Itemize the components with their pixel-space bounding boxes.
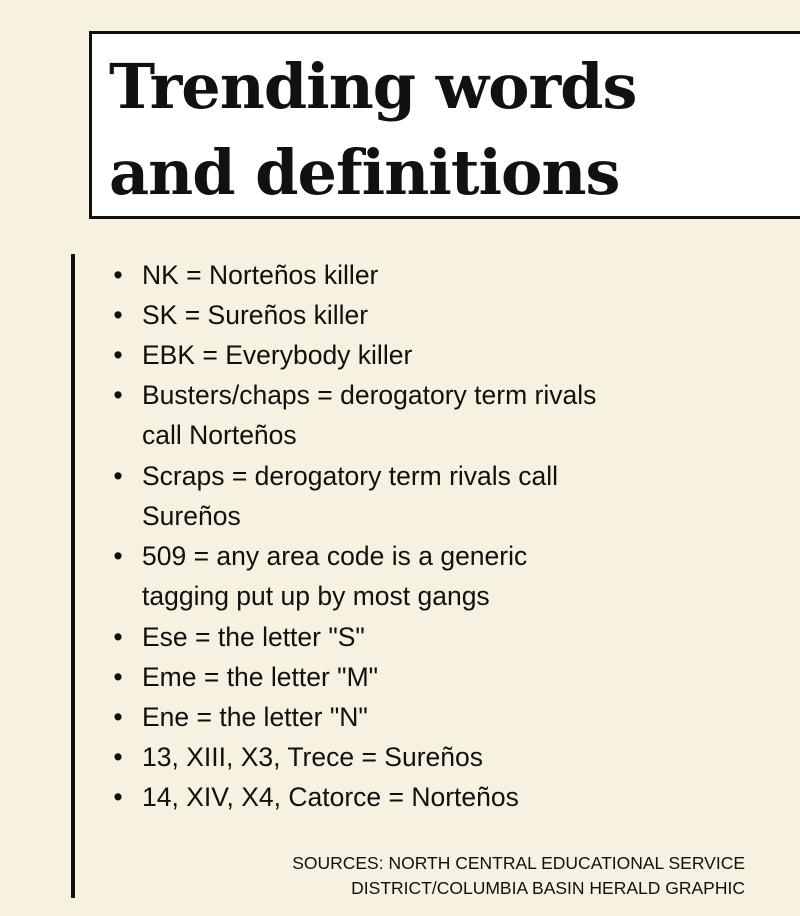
vertical-rule (71, 254, 75, 898)
title-box (89, 31, 800, 219)
item-text: 14, XIV, X4, Catorce = Norteños (142, 782, 519, 812)
item-text: Ese = the letter "S" (142, 622, 365, 652)
bullet-icon: • (113, 541, 123, 571)
bullet-icon: • (113, 782, 123, 812)
bullet-icon: • (113, 461, 123, 491)
item-text: Eme = the letter "M" (142, 662, 379, 692)
bullet-icon: • (113, 380, 123, 410)
item-text-continued: call Norteños (142, 420, 297, 450)
item-text: Scraps = derogatory term rivals call (142, 461, 559, 491)
sources-line-1: SOURCES: NORTH CENTRAL EDUCATIONAL SERVICE (292, 853, 745, 873)
item-text: Busters/chaps = derogatory term rivals (142, 380, 597, 410)
item-text: SK = Sureños killer (142, 300, 369, 330)
bullet-icon: • (113, 702, 123, 732)
bullet-icon: • (113, 300, 123, 330)
title-line-1: Trending words (109, 50, 637, 123)
item-text-continued: Sureños (142, 501, 241, 531)
item-text: EBK = Everybody killer (142, 340, 413, 370)
bullet-icon: • (113, 662, 123, 692)
title-line-2: and definitions (109, 136, 620, 209)
bullet-icon: • (113, 260, 123, 290)
bullet-icon: • (113, 742, 123, 772)
item-text-continued: tagging put up by most gangs (142, 581, 490, 611)
sources-line-2: DISTRICT/COLUMBIA BASIN HERALD GRAPHIC (351, 878, 745, 898)
item-text: Ene = the letter "N" (142, 702, 368, 732)
item-text: 13, XIII, X3, Trece = Sureños (142, 742, 484, 772)
item-text: NK = Norteños killer (142, 260, 379, 290)
bullet-icon: • (113, 340, 123, 370)
bullet-icon: • (113, 622, 123, 652)
item-text: 509 = any area code is a generic (142, 541, 528, 571)
sources-credit (292, 851, 745, 901)
